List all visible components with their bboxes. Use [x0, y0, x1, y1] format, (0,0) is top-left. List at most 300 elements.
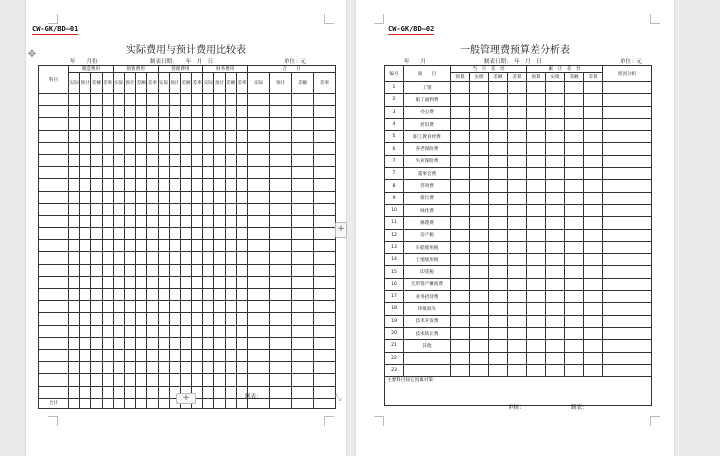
- table-cell[interactable]: [527, 204, 546, 216]
- table-cell[interactable]: [270, 179, 292, 191]
- table-cell[interactable]: [508, 180, 527, 192]
- table-cell[interactable]: [546, 303, 565, 315]
- table-cell[interactable]: [39, 118, 69, 130]
- table-cell[interactable]: [203, 264, 214, 276]
- table-cell[interactable]: [470, 131, 489, 143]
- table-cell[interactable]: [225, 191, 236, 203]
- table-cell[interactable]: [180, 228, 191, 240]
- table-cell[interactable]: [314, 240, 336, 252]
- table-cell[interactable]: [147, 215, 158, 227]
- table-cell[interactable]: [136, 386, 147, 398]
- table-cell[interactable]: [489, 143, 508, 155]
- table-cell[interactable]: [180, 325, 191, 337]
- table-cell[interactable]: [158, 349, 169, 361]
- table-cell[interactable]: [236, 154, 247, 166]
- table-cell[interactable]: [546, 180, 565, 192]
- table-cell[interactable]: [80, 362, 91, 374]
- table-cell[interactable]: [180, 118, 191, 130]
- table-cell[interactable]: [451, 352, 470, 364]
- table-cell[interactable]: [603, 168, 652, 180]
- table-cell[interactable]: [169, 252, 180, 264]
- table-cell[interactable]: [292, 167, 314, 179]
- table-cell[interactable]: [91, 362, 102, 374]
- table-cell[interactable]: [584, 155, 603, 167]
- table-cell[interactable]: [180, 349, 191, 361]
- table-cell[interactable]: [270, 203, 292, 215]
- table-cell[interactable]: [214, 313, 225, 325]
- table-cell[interactable]: [214, 215, 225, 227]
- table-cell[interactable]: [180, 215, 191, 227]
- table-cell[interactable]: [603, 241, 652, 253]
- table-cell[interactable]: [225, 301, 236, 313]
- table-cell[interactable]: [203, 179, 214, 191]
- table-cell[interactable]: [584, 180, 603, 192]
- table-cell[interactable]: [102, 215, 113, 227]
- table-cell[interactable]: [292, 276, 314, 288]
- table-cell[interactable]: [603, 204, 652, 216]
- table-cell[interactable]: [565, 352, 584, 364]
- table-cell[interactable]: [236, 191, 247, 203]
- table-cell[interactable]: [489, 192, 508, 204]
- table-cell[interactable]: [169, 154, 180, 166]
- table-cell[interactable]: [192, 106, 203, 118]
- table-cell[interactable]: [508, 278, 527, 290]
- table-cell[interactable]: [508, 327, 527, 339]
- table-cell[interactable]: [314, 179, 336, 191]
- table-cell[interactable]: [192, 276, 203, 288]
- table-cell[interactable]: [508, 254, 527, 266]
- table-cell[interactable]: [236, 215, 247, 227]
- table-cell[interactable]: [292, 106, 314, 118]
- table-cell[interactable]: [169, 337, 180, 349]
- table-cell[interactable]: [69, 118, 80, 130]
- table-cell[interactable]: [508, 118, 527, 130]
- table-cell[interactable]: [565, 364, 584, 376]
- table-cell[interactable]: [489, 168, 508, 180]
- table-cell[interactable]: [39, 240, 69, 252]
- table-cell[interactable]: [236, 337, 247, 349]
- table-cell[interactable]: [270, 289, 292, 301]
- table-cell[interactable]: [91, 203, 102, 215]
- table-cell[interactable]: [546, 82, 565, 94]
- table-cell[interactable]: [102, 398, 113, 408]
- table-cell[interactable]: [236, 264, 247, 276]
- table-cell[interactable]: [603, 192, 652, 204]
- table-cell[interactable]: [102, 179, 113, 191]
- table-cell[interactable]: [169, 362, 180, 374]
- table-cell[interactable]: [527, 303, 546, 315]
- table-cell[interactable]: [180, 167, 191, 179]
- table-cell[interactable]: [169, 374, 180, 386]
- table-cell[interactable]: [292, 118, 314, 130]
- table-cell[interactable]: [527, 266, 546, 278]
- table-cell[interactable]: [489, 229, 508, 241]
- table-cell[interactable]: [203, 191, 214, 203]
- table-cell[interactable]: [158, 252, 169, 264]
- table-cell[interactable]: [180, 313, 191, 325]
- table-cell[interactable]: [203, 289, 214, 301]
- table-cell[interactable]: [102, 240, 113, 252]
- table-cell[interactable]: [292, 301, 314, 313]
- table-cell[interactable]: [80, 154, 91, 166]
- table-cell[interactable]: [124, 167, 135, 179]
- table-cell[interactable]: [470, 340, 489, 352]
- table-cell[interactable]: [214, 228, 225, 240]
- table-cell[interactable]: [292, 203, 314, 215]
- table-cell[interactable]: [292, 142, 314, 154]
- table-cell[interactable]: [80, 215, 91, 227]
- table-cell[interactable]: [489, 254, 508, 266]
- table-cell[interactable]: [136, 94, 147, 106]
- table-cell[interactable]: [69, 252, 80, 264]
- table-cell[interactable]: [489, 217, 508, 229]
- table-cell[interactable]: [113, 374, 124, 386]
- table-cell[interactable]: [489, 180, 508, 192]
- table-cell[interactable]: [603, 155, 652, 167]
- table-cell[interactable]: [508, 131, 527, 143]
- table-cell[interactable]: [192, 325, 203, 337]
- table-cell[interactable]: [69, 154, 80, 166]
- table-cell[interactable]: [169, 264, 180, 276]
- table-cell[interactable]: [546, 229, 565, 241]
- table-cell[interactable]: [546, 291, 565, 303]
- table-cell[interactable]: [136, 362, 147, 374]
- table-cell[interactable]: [91, 240, 102, 252]
- table-cell[interactable]: [527, 229, 546, 241]
- table-cell[interactable]: [180, 252, 191, 264]
- table-cell[interactable]: [180, 94, 191, 106]
- table-cell[interactable]: [565, 106, 584, 118]
- table-cell[interactable]: [80, 203, 91, 215]
- table-cell[interactable]: [470, 266, 489, 278]
- table-cell[interactable]: [470, 229, 489, 241]
- table-cell[interactable]: [169, 228, 180, 240]
- table-cell[interactable]: [270, 252, 292, 264]
- table-cell[interactable]: [470, 254, 489, 266]
- table-cell[interactable]: [292, 240, 314, 252]
- table-cell[interactable]: [546, 352, 565, 364]
- table-cell[interactable]: [546, 278, 565, 290]
- table-cell[interactable]: [124, 240, 135, 252]
- table-cell[interactable]: [124, 154, 135, 166]
- table-cell[interactable]: [470, 155, 489, 167]
- table-cell[interactable]: [565, 155, 584, 167]
- table-cell[interactable]: [451, 106, 470, 118]
- table-cell[interactable]: [508, 340, 527, 352]
- table-cell[interactable]: [565, 192, 584, 204]
- table-cell[interactable]: [584, 303, 603, 315]
- table-cell[interactable]: [102, 362, 113, 374]
- table-cell[interactable]: [451, 118, 470, 130]
- table-cell[interactable]: [80, 337, 91, 349]
- table-cell[interactable]: [136, 276, 147, 288]
- table-cell[interactable]: [314, 398, 336, 408]
- table-cell[interactable]: [489, 291, 508, 303]
- table-cell[interactable]: [69, 94, 80, 106]
- table-cell[interactable]: [158, 106, 169, 118]
- table-cell[interactable]: [113, 203, 124, 215]
- table-cell[interactable]: [603, 82, 652, 94]
- table-cell[interactable]: [546, 131, 565, 143]
- table-cell[interactable]: [270, 94, 292, 106]
- table-cell[interactable]: [124, 398, 135, 408]
- table-cell[interactable]: [584, 364, 603, 376]
- table-cell[interactable]: [292, 215, 314, 227]
- table-cell[interactable]: [451, 241, 470, 253]
- table-cell[interactable]: [546, 364, 565, 376]
- table-cell[interactable]: [124, 252, 135, 264]
- table-cell[interactable]: [470, 180, 489, 192]
- table-cell[interactable]: [565, 278, 584, 290]
- table-cell[interactable]: [124, 94, 135, 106]
- table-cell[interactable]: [80, 374, 91, 386]
- table-cell[interactable]: [236, 374, 247, 386]
- table-cell[interactable]: [169, 276, 180, 288]
- table-cell[interactable]: [192, 349, 203, 361]
- table-cell[interactable]: [470, 364, 489, 376]
- note-cell[interactable]: 主要科目间它因素对策：: [385, 377, 652, 406]
- table-cell[interactable]: [225, 264, 236, 276]
- table-cell[interactable]: [603, 180, 652, 192]
- table-cell[interactable]: [124, 203, 135, 215]
- table-cell[interactable]: [603, 131, 652, 143]
- table-cell[interactable]: [451, 82, 470, 94]
- table-cell[interactable]: [565, 143, 584, 155]
- table-cell[interactable]: [91, 106, 102, 118]
- table-cell[interactable]: [489, 131, 508, 143]
- table-cell[interactable]: [248, 337, 270, 349]
- table-cell[interactable]: [39, 264, 69, 276]
- table-cell[interactable]: [270, 374, 292, 386]
- table-cell[interactable]: [169, 325, 180, 337]
- table-cell[interactable]: [91, 191, 102, 203]
- table-cell[interactable]: [180, 276, 191, 288]
- table-cell[interactable]: [102, 264, 113, 276]
- table-cell[interactable]: [489, 155, 508, 167]
- table-cell[interactable]: [603, 118, 652, 130]
- table-cell[interactable]: [102, 167, 113, 179]
- table-cell[interactable]: [225, 203, 236, 215]
- table-cell[interactable]: [102, 325, 113, 337]
- table-cell[interactable]: [39, 203, 69, 215]
- table-cell[interactable]: [80, 349, 91, 361]
- table-cell[interactable]: [292, 349, 314, 361]
- table-cell[interactable]: [91, 94, 102, 106]
- table-cell[interactable]: [603, 143, 652, 155]
- table-cell[interactable]: [69, 179, 80, 191]
- table-cell[interactable]: [169, 118, 180, 130]
- table-cell[interactable]: [584, 241, 603, 253]
- table-cell[interactable]: [136, 301, 147, 313]
- table-cell[interactable]: [292, 94, 314, 106]
- table-cell[interactable]: [124, 276, 135, 288]
- table-cell[interactable]: [248, 203, 270, 215]
- table-cell[interactable]: [489, 364, 508, 376]
- table-cell[interactable]: [91, 276, 102, 288]
- table-cell[interactable]: [603, 94, 652, 106]
- table-cell[interactable]: [136, 154, 147, 166]
- table-cell[interactable]: [314, 191, 336, 203]
- table-cell[interactable]: [527, 143, 546, 155]
- table-cell[interactable]: [292, 289, 314, 301]
- table-cell[interactable]: [236, 349, 247, 361]
- table-cell[interactable]: [225, 240, 236, 252]
- table-cell[interactable]: [169, 179, 180, 191]
- table-cell[interactable]: [124, 386, 135, 398]
- table-cell[interactable]: [113, 252, 124, 264]
- table-cell[interactable]: [489, 204, 508, 216]
- table-cell[interactable]: [124, 130, 135, 142]
- table-cell[interactable]: [136, 337, 147, 349]
- table-cell[interactable]: [192, 215, 203, 227]
- table-cell[interactable]: [565, 131, 584, 143]
- table-move-handle[interactable]: ✥: [27, 49, 37, 60]
- table-cell[interactable]: [584, 118, 603, 130]
- table-cell[interactable]: [69, 264, 80, 276]
- table-cell[interactable]: [584, 204, 603, 216]
- table-cell[interactable]: [292, 264, 314, 276]
- table-cell[interactable]: [470, 118, 489, 130]
- table-cell[interactable]: [39, 179, 69, 191]
- table-cell[interactable]: [270, 240, 292, 252]
- table-cell[interactable]: [489, 315, 508, 327]
- table-cell[interactable]: [69, 106, 80, 118]
- table-cell[interactable]: [314, 349, 336, 361]
- table-cell[interactable]: [451, 327, 470, 339]
- table-cell[interactable]: [102, 154, 113, 166]
- table-cell[interactable]: [80, 398, 91, 408]
- table-cell[interactable]: [80, 118, 91, 130]
- table-cell[interactable]: [203, 301, 214, 313]
- table-cell[interactable]: [584, 278, 603, 290]
- table-cell[interactable]: [546, 204, 565, 216]
- table-cell[interactable]: [270, 215, 292, 227]
- table-cell[interactable]: [603, 266, 652, 278]
- table-cell[interactable]: [248, 289, 270, 301]
- table-cell[interactable]: [113, 313, 124, 325]
- table-cell[interactable]: [470, 82, 489, 94]
- table-cell[interactable]: [603, 303, 652, 315]
- table-cell[interactable]: [508, 168, 527, 180]
- table-cell[interactable]: [136, 191, 147, 203]
- table-cell[interactable]: [113, 289, 124, 301]
- table-cell[interactable]: [203, 276, 214, 288]
- table-cell[interactable]: [180, 203, 191, 215]
- table-cell[interactable]: [470, 143, 489, 155]
- table-cell[interactable]: [102, 94, 113, 106]
- table-cell[interactable]: [113, 191, 124, 203]
- table-cell[interactable]: [546, 241, 565, 253]
- table-cell[interactable]: [248, 240, 270, 252]
- table-cell[interactable]: [270, 228, 292, 240]
- table-cell[interactable]: [584, 340, 603, 352]
- table-cell[interactable]: [225, 154, 236, 166]
- table-cell[interactable]: [584, 217, 603, 229]
- table-cell[interactable]: [584, 229, 603, 241]
- table-cell[interactable]: [470, 303, 489, 315]
- table-cell[interactable]: [236, 325, 247, 337]
- table-cell[interactable]: [147, 118, 158, 130]
- table-cell[interactable]: [508, 303, 527, 315]
- table-cell[interactable]: [270, 301, 292, 313]
- table-cell[interactable]: [158, 240, 169, 252]
- table-cell[interactable]: [225, 337, 236, 349]
- table-cell[interactable]: [489, 106, 508, 118]
- table-cell[interactable]: [69, 398, 80, 408]
- table-cell[interactable]: [136, 106, 147, 118]
- table-cell[interactable]: [102, 301, 113, 313]
- table-cell[interactable]: [489, 303, 508, 315]
- table-cell[interactable]: [39, 362, 69, 374]
- table-cell[interactable]: [158, 398, 169, 408]
- table-cell[interactable]: [470, 168, 489, 180]
- table-cell[interactable]: [270, 386, 292, 398]
- table-cell[interactable]: [236, 313, 247, 325]
- table-cell[interactable]: [527, 352, 546, 364]
- table-cell[interactable]: [39, 191, 69, 203]
- table-cell[interactable]: [180, 179, 191, 191]
- table-cell[interactable]: [314, 130, 336, 142]
- table-cell[interactable]: [158, 313, 169, 325]
- table-cell[interactable]: [546, 340, 565, 352]
- table-cell[interactable]: [203, 362, 214, 374]
- table-cell[interactable]: [527, 254, 546, 266]
- table-cell[interactable]: [113, 228, 124, 240]
- table-cell[interactable]: [451, 303, 470, 315]
- table-cell[interactable]: [527, 155, 546, 167]
- table-cell[interactable]: [136, 349, 147, 361]
- table-cell[interactable]: [470, 352, 489, 364]
- table-cell[interactable]: [113, 142, 124, 154]
- table-cell[interactable]: [102, 142, 113, 154]
- table-cell[interactable]: [270, 276, 292, 288]
- table-cell[interactable]: [102, 130, 113, 142]
- table-cell[interactable]: [248, 106, 270, 118]
- table-cell[interactable]: [527, 192, 546, 204]
- table-cell[interactable]: [451, 192, 470, 204]
- table-cell[interactable]: [292, 191, 314, 203]
- table-cell[interactable]: [69, 289, 80, 301]
- table-cell[interactable]: [80, 386, 91, 398]
- table-cell[interactable]: [314, 289, 336, 301]
- table-cell[interactable]: [158, 130, 169, 142]
- table-cell[interactable]: [39, 215, 69, 227]
- table-cell[interactable]: [584, 192, 603, 204]
- table-cell[interactable]: [270, 118, 292, 130]
- table-cell[interactable]: [192, 130, 203, 142]
- table-cell[interactable]: [236, 118, 247, 130]
- table-cell[interactable]: [203, 130, 214, 142]
- table-cell[interactable]: [214, 349, 225, 361]
- table-cell[interactable]: [136, 398, 147, 408]
- table-cell[interactable]: [113, 94, 124, 106]
- table-cell[interactable]: [39, 228, 69, 240]
- table-cell[interactable]: [180, 191, 191, 203]
- table-cell[interactable]: [124, 228, 135, 240]
- table-cell[interactable]: [214, 374, 225, 386]
- table-cell[interactable]: [169, 167, 180, 179]
- table-cell[interactable]: [69, 276, 80, 288]
- table-cell[interactable]: [169, 349, 180, 361]
- table-cell[interactable]: [248, 264, 270, 276]
- table-cell[interactable]: [80, 106, 91, 118]
- table-cell[interactable]: [248, 276, 270, 288]
- table-cell[interactable]: [508, 352, 527, 364]
- table-cell[interactable]: [158, 154, 169, 166]
- table-cell[interactable]: [180, 337, 191, 349]
- table-cell[interactable]: [158, 276, 169, 288]
- table-cell[interactable]: [124, 179, 135, 191]
